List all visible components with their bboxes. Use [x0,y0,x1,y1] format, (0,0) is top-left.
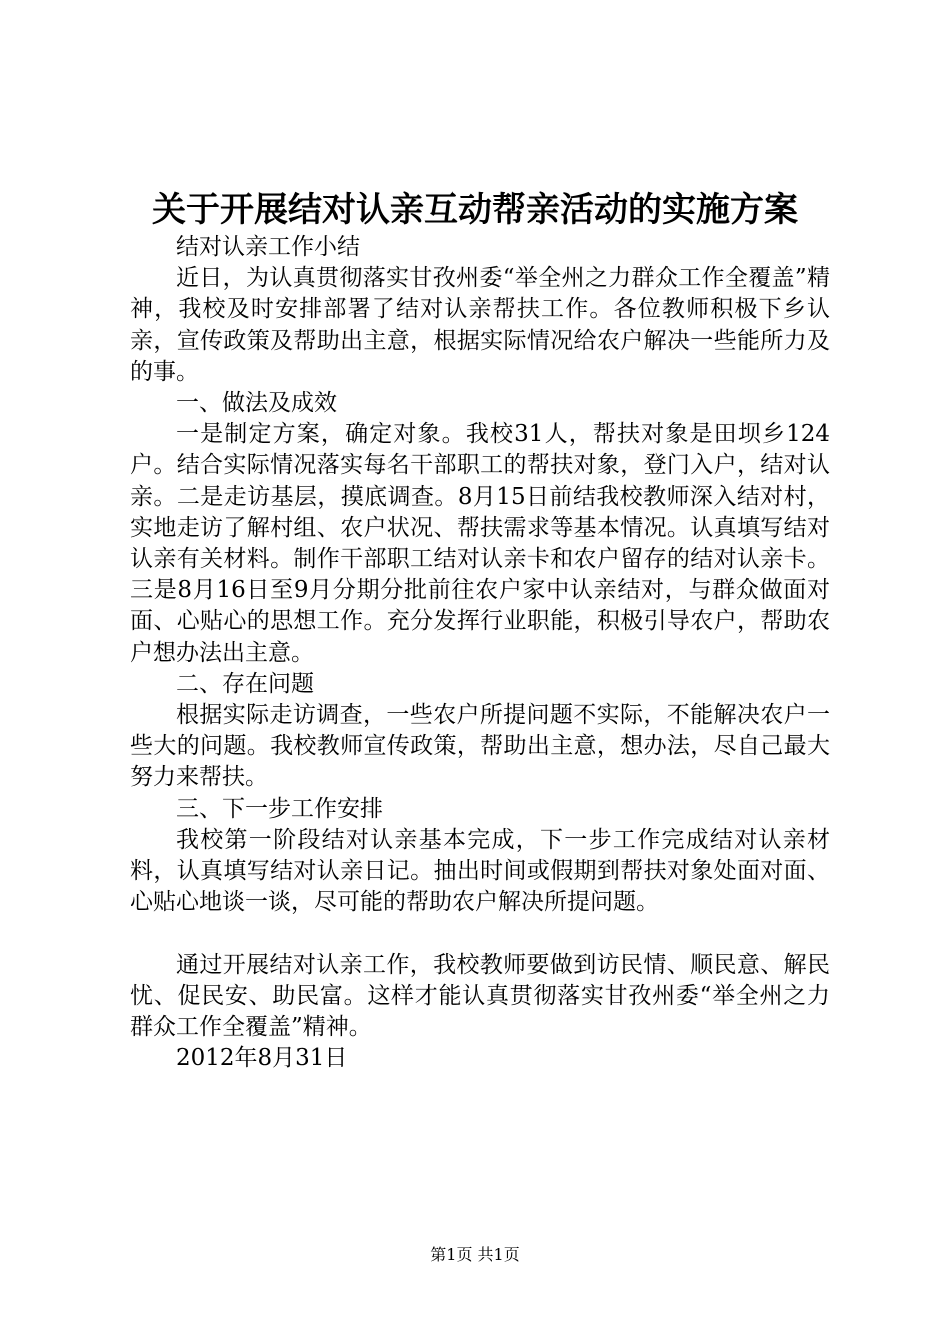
paragraph-next-steps: 我校第一阶段结对认亲基本完成，下一步工作完成结对认亲材料，认真填写结对认亲日记。抽出时间或假期到帮扶对象处面对面、心贴心地谈一谈，尽可能的帮助农户解决所提问题。 [130,826,830,916]
paragraph-problems: 根据实际走访调查，一些农户所提问题不实际，不能解决农户一些大的问题。我校教师宣传政策，帮助出主意，想办法，尽自己最大努力来帮扶。 [130,702,830,791]
paragraph-methods: 一是制定方案，确定对象。我校31人，帮扶对象是田坝乡124户。结合实际情况落实每名干部职工的帮扶对象，登门入户，结对认亲。二是走访基层，摸底调查。8月15日前结我校教师深入结对村，实地走访了解村组、农户状况、帮扶需求等基本情况。认真填写结对认亲有关材料。制作干部职工结对认亲卡和农户留存的结对认亲卡。三是8月16日至9月分期分批前往农户家中认亲结对，与群众做面对面、心贴心的思想工作。充分发挥行业职能，积极引导农户，帮助农户想办法出主意。 [130,421,830,666]
document-title: 关于开展结对认亲互动帮亲活动的实施方案 [152,190,798,230]
paragraph-intro: 近日，为认真贯彻落实甘孜州委“举全州之力群众工作全覆盖”精神，我校及时安排部署了结对认亲帮扶工作。各位教师积极下乡认亲，宣传政策及帮助出主意，根据实际情况给农户解决一些能所力及的事。 [130,265,830,385]
section-summary-heading: 结对认亲工作小结 [176,234,360,260]
section-heading-problems: 二、存在问题 [176,670,314,697]
section-heading-next-steps: 三、下一步工作安排 [176,795,383,822]
section-heading-methods: 一、做法及成效 [176,390,337,417]
document-date: 2012年8月31日 [176,1045,348,1072]
document-body [130,232,830,1074]
paragraph-conclusion: 通过开展结对认亲工作，我校教师要做到访民情、顺民意、解民忧、促民安、助民富。这样才能认真贯彻落实甘孜州委“举全州之力群众工作全覆盖”精神。 [130,951,830,1041]
page-number-footer: 第1页 共1页 [430,1245,520,1264]
